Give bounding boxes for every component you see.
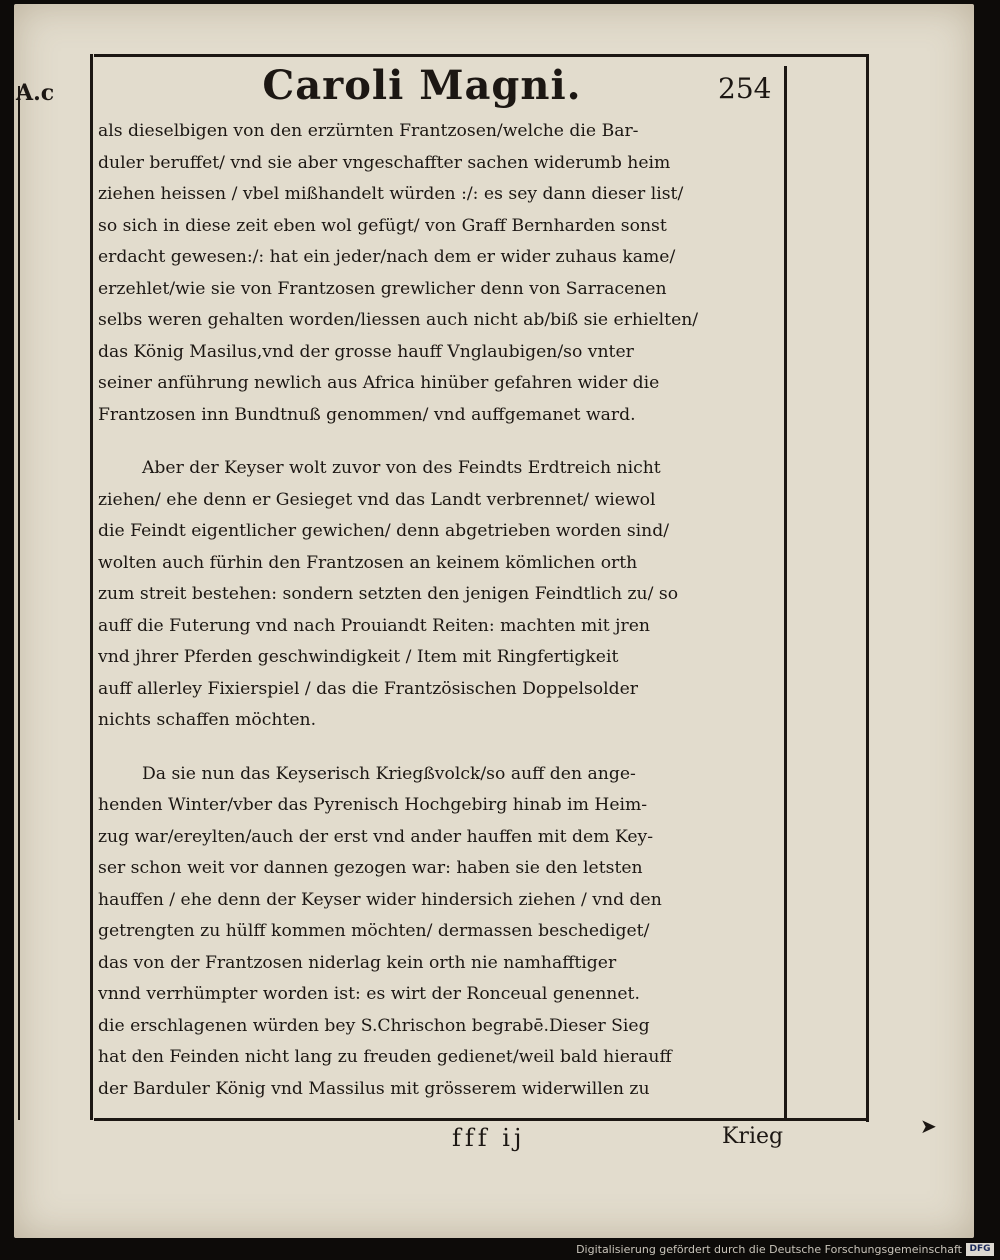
- text-line: seiner anführung newlich aus Africa hinüber gefahren wider die: [98, 373, 660, 393]
- paragraph-gap: [98, 431, 792, 453]
- text-line: zug war/ereylten/auch der erst vnd ander hauffen mit dem Key-: [98, 826, 654, 847]
- text-line: die Feindt eigentlicher gewichen/ denn abgetrieben worden sind/: [98, 521, 670, 541]
- text-line: auff die Futerung vnd nach Prouiandt Reiten: machten mit jren: [98, 615, 650, 636]
- frame-outer-right-rule: [866, 54, 869, 1122]
- text-line: zum streit bestehen: sondern setzten den jenigen Feindtlich zu/ so: [98, 584, 679, 604]
- text-line: nichts schaffen möchten.: [98, 710, 317, 730]
- text-line: duler beruffet/ vnd sie aber vngeschaffter sachen widerumb heim: [98, 152, 671, 173]
- text-line: hat den Feinden nicht lang zu freuden gedienet/weil bald hierauff: [98, 1047, 672, 1067]
- text-line: die erschlagenen würden bey S.Chrischon begrabē.Dieser Sieg: [98, 1015, 650, 1036]
- edge-arrow-icon: ➤: [920, 1114, 937, 1138]
- running-title: Caroli Magni.: [262, 62, 582, 109]
- text-line: so sich in diese zeit eben wol gefügt/ von Graff Bernharden sonst: [98, 215, 667, 236]
- paragraph-1: [98, 116, 792, 431]
- body-text: [98, 116, 792, 1105]
- text-line: der Barduler König vnd Massilus mit grösserem widerwillen zu: [98, 1078, 650, 1099]
- text-line: auff allerley Fixierspiel / das die Frantzösischen Doppelsolder: [98, 678, 638, 699]
- page-number: 254: [718, 72, 772, 105]
- text-line: vnd jhrer Pferden geschwindigkeit / Item mit Ringfertigkeit: [98, 647, 619, 667]
- credit-text: Digitalisierung gefördert durch die Deutsche Forschungsgemeinschaft: [576, 1243, 962, 1256]
- text-line: das von der Frantzosen niderlag kein orth nie namhafftiger: [98, 952, 617, 973]
- paragraph-3: [98, 759, 792, 1106]
- text-line: hauffen / ehe denn der Keyser wider hindersich ziehen / vnd den: [98, 889, 662, 910]
- paragraph-gap: [98, 737, 792, 759]
- frame-bottom-rule: [94, 1118, 868, 1121]
- text-line: ser schon weit vor dannen gezogen war: haben sie den letsten: [98, 858, 643, 878]
- text-line: selbs weren gehalten worden/liessen auch nicht ab/biß sie erhielten/: [98, 310, 699, 330]
- text-line: Da sie nun das Keyserisch Kriegßvolck/so auff den ange-: [142, 763, 636, 784]
- margin-rule: [18, 86, 20, 1120]
- frame-left-rule: [90, 54, 93, 1120]
- catchword: Krieg: [722, 1124, 784, 1149]
- text-line: getrengten zu hülff kommen möchten/ dermassen beschediget/: [98, 921, 650, 941]
- frame-top-rule: [94, 54, 868, 57]
- text-line: vnnd verrhümpter worden ist: es wirt der Ronceual genennet.: [98, 984, 640, 1004]
- text-line: Frantzosen inn Bundtnuß genommen/ vnd auffgemanet ward.: [98, 404, 636, 425]
- digitization-credit-bar: [0, 1240, 1000, 1260]
- text-line: ziehen/ ehe denn er Gesieget vnd das Landt verbrennet/ wiewol: [98, 489, 656, 510]
- text-line: Aber der Keyser wolt zuvor von des Feindts Erdtreich nicht: [142, 458, 661, 478]
- dfg-logo: DFG: [966, 1243, 994, 1256]
- text-line: das König Masilus,vnd der grosse hauff Vnglaubigen/so vnter: [98, 341, 634, 362]
- text-line: erdacht gewesen:/: hat ein jeder/nach dem er wider zuhaus kame/: [98, 247, 676, 267]
- paragraph-2: [98, 453, 792, 737]
- text-line: ziehen heissen / vbel mißhandelt würden :/: es sey dann dieser list/: [98, 184, 684, 204]
- text-line: wolten auch fürhin den Frantzosen an keinem kömlichen orth: [98, 552, 638, 573]
- text-line: erzehlet/wie sie von Frantzosen grewlicher denn von Sarracenen: [98, 278, 667, 299]
- signature-mark: fff ij: [452, 1124, 526, 1152]
- text-line: als dieselbigen von den erzürnten Frantzosen/welche die Bar-: [98, 121, 639, 141]
- margin-note: A.c: [16, 80, 55, 106]
- text-line: henden Winter/vber das Pyrenisch Hochgebirg hinab im Heim-: [98, 795, 648, 815]
